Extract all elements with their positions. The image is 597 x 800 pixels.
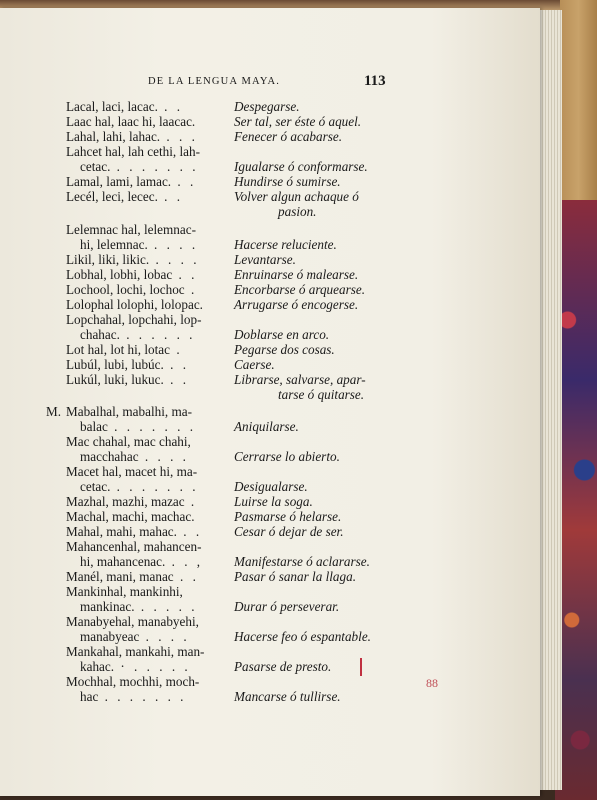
maya-term: Lobhal, lobhi, lobac <box>66 267 173 282</box>
maya-term: Mazhal, mazhi, mazac <box>66 494 185 509</box>
section-letter: M. <box>46 404 62 419</box>
leader-dots: . . <box>173 569 199 584</box>
maya-term: Mochhal, mochhi, moch- <box>66 674 200 689</box>
maya-term: Mac chahal, mac chahi, <box>66 434 191 449</box>
maya-term: Laac hal, laac hi, laacac. <box>66 114 196 129</box>
maya-term: hi, lelemnac. <box>80 237 148 252</box>
maya-term: Manél, mani, manac <box>66 569 174 584</box>
spanish-gloss: Despegarse. <box>234 99 300 114</box>
leader-dots: . . <box>172 267 198 282</box>
leader-dots: . . , <box>165 554 204 569</box>
leader-dots: . . . . . . . <box>110 479 199 494</box>
maya-term: Lolophal lolophi, lolopac. <box>66 297 203 312</box>
leader-dots: · . . . . . <box>114 659 191 674</box>
spanish-gloss: Aniquilarse. <box>234 419 299 434</box>
red-pencil-mark <box>360 658 362 676</box>
entry-line <box>278 203 520 221</box>
spanish-gloss: Librarse, salvarse, apar- <box>234 372 366 387</box>
leader-dots: . . <box>157 189 184 204</box>
maya-term: Lecél, leci, lecec. <box>66 189 158 204</box>
leader-dots: . . . . <box>139 629 190 644</box>
spanish-gloss: Cerrarse lo abierto. <box>234 449 340 464</box>
leader-dots: . <box>170 342 183 357</box>
leader-dots: . . . . <box>149 252 200 267</box>
leader-dots: . . <box>171 174 197 189</box>
leader-dots: . . . <box>160 129 198 144</box>
margin-note: 88 <box>426 676 438 690</box>
entry-line <box>80 688 520 706</box>
maya-term: Lahal, lahi, lahac. <box>66 129 161 144</box>
maya-term: Mahal, mahi, mahac. <box>66 524 177 539</box>
maya-term: Machal, machi, machac. <box>66 509 195 524</box>
spanish-gloss: Desigualarse. <box>234 479 308 494</box>
maya-term: Manabyehal, manabyehi, <box>66 614 199 629</box>
maya-term: chahac. <box>80 327 120 342</box>
maya-term: Mankahal, mankahi, man- <box>66 644 205 659</box>
leader-dots: . . <box>176 524 203 539</box>
leader-dots: . . . . . <box>134 599 198 614</box>
maya-term: Lopchahal, lopchahi, lop- <box>66 312 202 327</box>
maya-term: Macet hal, macet hi, ma- <box>66 464 198 479</box>
spanish-gloss: Mancarse ó tullirse. <box>234 689 341 704</box>
maya-term: Lubúl, lubi, lubúc. <box>66 357 164 372</box>
maya-term: Lochool, lochi, lochoc <box>66 282 185 297</box>
maya-term: Lacal, laci, lacac. <box>66 99 158 114</box>
spanish-gloss: Arrugarse ó encogerse. <box>234 297 359 312</box>
leader-dots: . . . . . . . <box>98 689 187 704</box>
maya-term: Mankinhal, mankinhi, <box>66 584 183 599</box>
spanish-gloss: Cesar ó dejar de ser. <box>234 524 344 539</box>
leader-dots: . . <box>163 357 189 372</box>
maya-term: cetac. <box>80 479 111 494</box>
maya-term: kahac. <box>80 659 115 674</box>
maya-term: Mahancenhal, mahancen- <box>66 539 202 554</box>
spanish-gloss: Luirse la soga. <box>234 494 313 509</box>
leader-dots: . . . . . . <box>119 327 196 342</box>
leader-dots: . . . . <box>147 237 199 252</box>
leader-dots: . <box>184 494 198 509</box>
page-header <box>0 74 540 94</box>
spanish-gloss: Hundirse ó sumirse. <box>234 174 341 189</box>
spanish-gloss: Hacerse reluciente. <box>234 237 337 252</box>
leader-dots: . <box>184 282 198 297</box>
spanish-gloss: Levantarse. <box>234 252 296 267</box>
maya-term: Lot hal, lot hi, lotac <box>66 342 171 357</box>
spanish-gloss: Hacerse feo ó espantable. <box>234 629 371 644</box>
spanish-gloss: pasion. <box>278 204 317 219</box>
leader-dots: . . <box>163 372 189 387</box>
entry-line <box>278 386 520 404</box>
maya-term: hi, mahancenac. <box>80 554 166 569</box>
leader-dots: . . . . <box>138 449 189 464</box>
spanish-gloss: Volver algun achaque ó <box>234 189 359 204</box>
spanish-gloss: tarse ó quitarse. <box>278 387 365 402</box>
maya-term: Mabalhal, mabalhi, ma- <box>66 404 192 419</box>
running-head: DE LA LENGUA MAYA. <box>148 76 281 87</box>
leader-dots: . . . . . . . <box>107 419 196 434</box>
book-page <box>0 8 540 796</box>
maya-term: Likil, liki, likic. <box>66 252 150 267</box>
maya-term: Lahcet hal, lah cethi, lah- <box>66 144 201 159</box>
maya-term: hac <box>80 689 99 704</box>
spanish-gloss: Enruinarse ó malearse. <box>234 267 359 282</box>
leader-dots: . . <box>157 99 184 114</box>
spanish-gloss: Pasar ó sanar la llaga. <box>234 569 356 584</box>
maya-term: Lamal, lami, lamac. <box>66 174 172 189</box>
spanish-gloss: Ser tal, ser éste ó aquel. <box>234 114 362 129</box>
maya-term: balac <box>80 419 108 434</box>
spanish-gloss: Doblarse en arco. <box>234 327 330 342</box>
page-number: 113 <box>364 73 386 89</box>
spanish-gloss: Fenecer ó acabarse. <box>234 129 343 144</box>
maya-term: Lelemnac hal, lelemnac- <box>66 222 196 237</box>
spanish-gloss: Pasarse de presto. <box>234 659 332 674</box>
spanish-gloss: Caerse. <box>234 357 275 372</box>
spanish-gloss: Pegarse dos cosas. <box>234 342 335 357</box>
spanish-gloss: Igualarse ó conformarse. <box>234 159 368 174</box>
maya-term: cetac. <box>80 159 111 174</box>
maya-term: manabyeac <box>80 629 140 644</box>
spanish-gloss: Pasmarse ó helarse. <box>234 509 342 524</box>
maya-term: macchahac <box>80 449 139 464</box>
spanish-gloss: Durar ó perseverar. <box>234 599 340 614</box>
leader-dots: . . . . . . . <box>110 159 199 174</box>
maya-term: Lukúl, luki, lukuc. <box>66 372 164 387</box>
spanish-gloss: Encorbarse ó arquearse. <box>234 282 366 297</box>
spanish-gloss: Manifestarse ó aclararse. <box>234 554 370 569</box>
maya-term: mankinac. <box>80 599 135 614</box>
